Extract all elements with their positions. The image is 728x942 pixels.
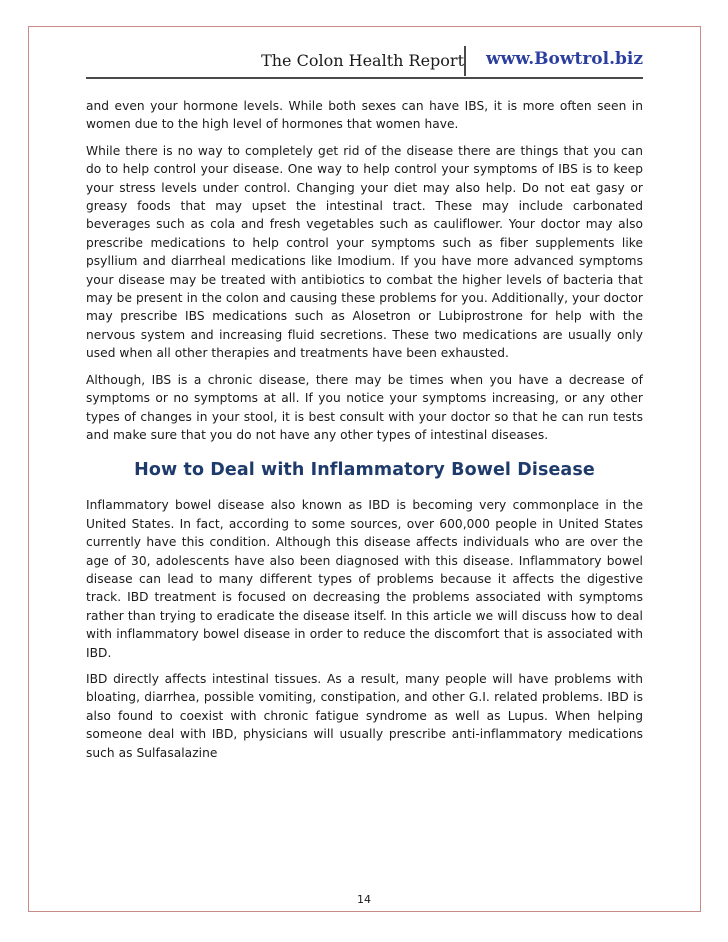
body-paragraph: Inflammatory bowel disease also known as IBD is becoming very commonplace in the United States. In fact, according to some sources, over 600,000 people in United States currently have this condition. Although this disease affects individuals who are over the age of 30, adolescents have also been diagnosed with this disease. Inflammatory bowel disease can lead to many different types of problems because it affects the digestive track. IBD treatment is focused on decreasing the problems associated with symptoms rather than trying to eradicate the disease itself. In this article we will discuss how to deal with inflammatory bowel disease in order to reduce the discomfort that is associated with IBD. bbox=[86, 498, 643, 660]
body-paragraph: Although, IBS is a chronic disease, there may be times when you have a decrease of symptoms or no symptoms at all. If you notice your symptoms increasing, or any other types of changes in your stool, it is best consult with your doctor so that he can run tests and make sure that you do not have any other types of intestinal diseases. bbox=[86, 372, 643, 442]
page-number: 14 bbox=[357, 893, 371, 906]
body-paragraph: While there is no way to completely get rid of the disease there are things that you can do to help control your disease. One way to help control your symptoms of IBS is to keep your stress levels under control. Changing your diet may also help. Do not eat gasy or greasy foods that may upset the intestinal tract. These may include carbonated beverages such as cola and fresh vegetables such as cauliflower. Your doctor may also prescribe medications to help control your symptoms such as fiber supplements like psyllium and diarrheal medications like Imodium. If you have more advanced symptoms your disease may be treated with antibiotics to combat the higher levels of bacteria that may be present in the colon and causing these problems for you. Additionally, your doctor may prescribe IBS medications such as Alosetron or Lubiprostrone for help with the nervous system and increasing fluid secretions. These two medications are usually only used when all other therapies and treatments have been exhausted. bbox=[86, 143, 643, 361]
section-heading: How to Deal with Inflammatory Bowel Disease bbox=[134, 460, 595, 481]
header-title: The Colon Health Report bbox=[261, 51, 464, 70]
running-header bbox=[86, 46, 643, 80]
header-divider bbox=[464, 46, 466, 76]
page-content bbox=[86, 97, 643, 770]
header-url-link[interactable]: www.Bowtrol.biz bbox=[486, 49, 643, 69]
body-paragraph: and even your hormone levels. While both sexes can have IBS, it is more often seen in women due to the high level of hormones that women have. bbox=[86, 99, 643, 132]
header-rule bbox=[86, 77, 643, 79]
body-paragraph: IBD directly affects intestinal tissues. As a result, many people will have problems with bloating, diarrhea, possible vomiting, constipation, and other G.I. related problems. IBD is also found to coexist with chronic fatigue syndrome as well as Lupus. When helping someone deal with IBD, physicians will usually prescribe anti-inflammatory medications such as Sulfasalazine bbox=[86, 671, 643, 760]
